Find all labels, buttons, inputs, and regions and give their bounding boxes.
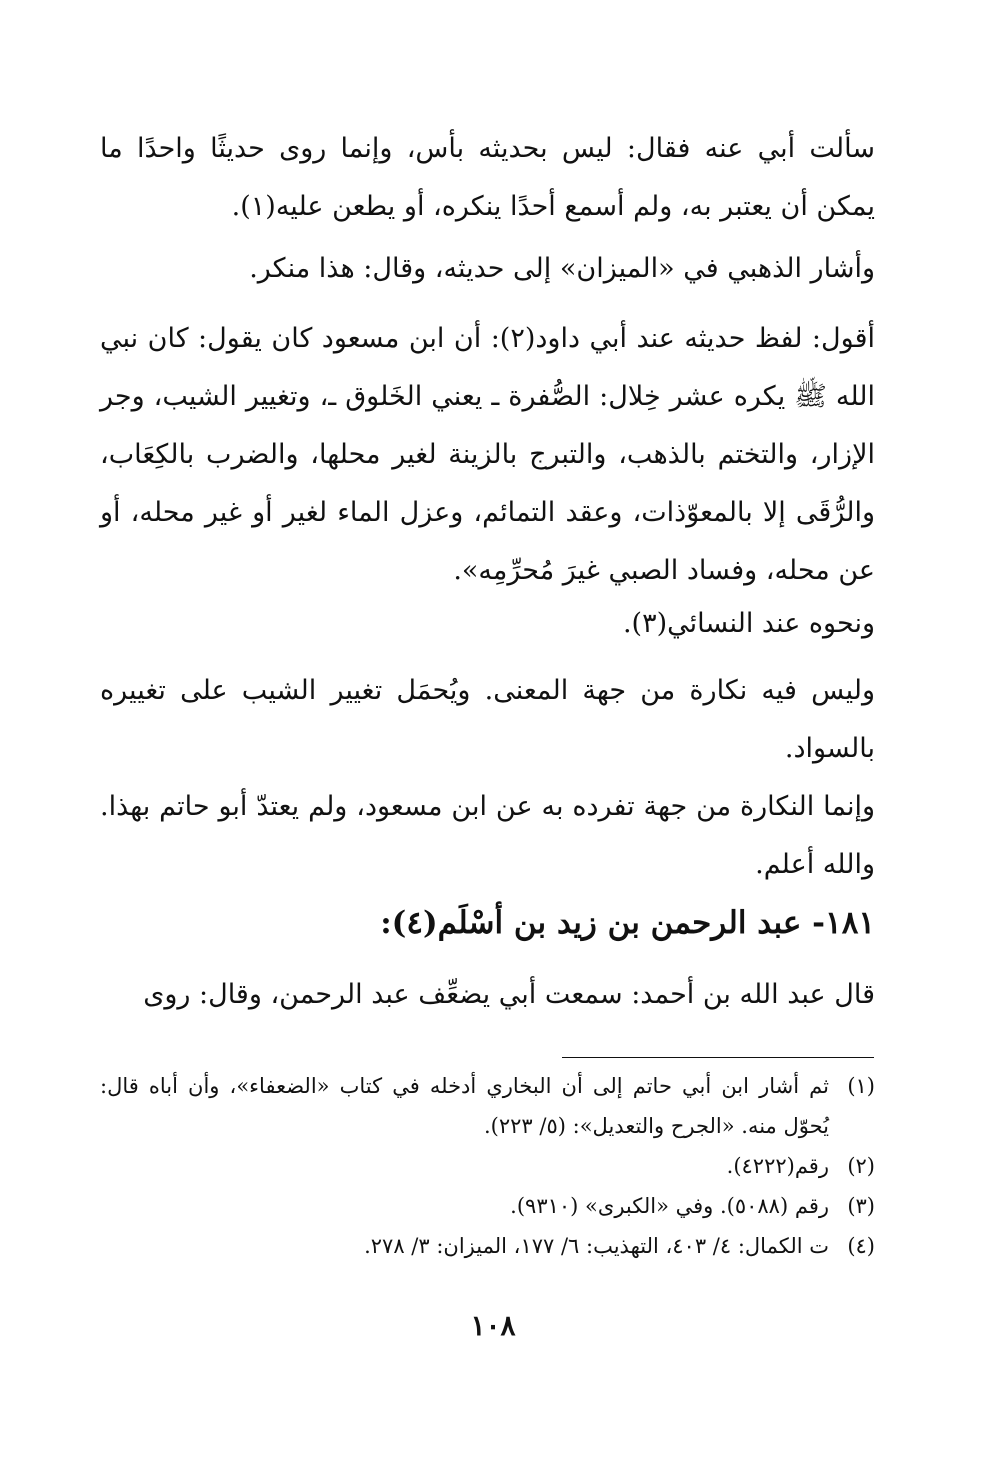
footnote-number: (٢) <box>847 1154 875 1178</box>
footnote-3 <box>100 1186 875 1226</box>
paragraph-7: قال عبد الله بن أحمد: سمعت أبي يضعِّف عبد الرحمن، وقال: روى <box>143 979 875 1010</box>
footnote-divider <box>562 1057 874 1058</box>
paragraph-4: ونحوه عند النسائي(٣). <box>622 608 875 639</box>
entry-heading: ١٨١- عبد الرحمن بن زيد بن أسْلَم(٤): <box>380 905 875 941</box>
footnote-text: ثم أشار ابن أبي حاتم إلى أن البخاري أدخله في كتاب «الضعفاء»، وأن أباه قال: يُحوّل منه. «الجرح والتعديل»: (٥/ ٢٢٣). <box>100 1074 829 1138</box>
footnote-text: ت الكمال: ٤/ ٤٠٣، التهذيب: ٦/ ١٧٧، الميزان: ٣/ ٢٧٨. <box>364 1234 829 1258</box>
footnote-number: (٣) <box>847 1194 875 1218</box>
footnote-number: (١) <box>847 1074 875 1098</box>
footnotes <box>100 1066 875 1266</box>
footnote-4 <box>100 1226 875 1266</box>
footnote-1 <box>100 1066 875 1146</box>
footnote-text: رقم(٤٢٢٢). <box>726 1154 829 1178</box>
paragraph-1: سألت أبي عنه فقال: ليس بحديثه بأس، وإنما روى حديثًا واحدًا ما يمكن أن يعتبر به، ولم أسمع أحدًا ينكره، أو يطعن عليه(١). <box>100 133 875 222</box>
footnote-number: (٤) <box>847 1234 875 1258</box>
footnote-text: رقم (٥٠٨٨). وفي «الكبرى» (٩٣١٠). <box>510 1194 829 1218</box>
footnote-2 <box>100 1146 875 1186</box>
paragraph-3: أقول: لفظ حديثه عند أبي داود(٢): أن ابن مسعود كان يقول: كان نبي الله ﷺ يكره عشر خِلال: الصُّفرة ـ يعني الخَلوق ـ، وتغيير الشيب، وجر الإزار، والتختم بالذهب، والتبرج بالزينة لغير محلها، والضرب بالكِعَاب، والرُّقَى إلا بالمعوّذات، وعقد التمائم، وعزل الماء لغير أو غير محله، أو عن محله، وفساد الصبي غيرَ مُحرِّمِه». <box>100 323 875 586</box>
paragraph-6: وإنما النكارة من جهة تفرده به عن ابن مسعود، ولم يعتدّ أبو حاتم بهذا. والله أعلم. <box>100 791 875 880</box>
page-number: ١٠٨ <box>470 1309 516 1342</box>
paragraph-2: وأشار الذهبي في «الميزان» إلى حديثه، وقال: هذا منكر. <box>249 253 875 284</box>
paragraph-5: وليس فيه نكارة من جهة المعنى. ويُحمَل تغيير الشيب على تغييره بالسواد. <box>100 675 875 764</box>
